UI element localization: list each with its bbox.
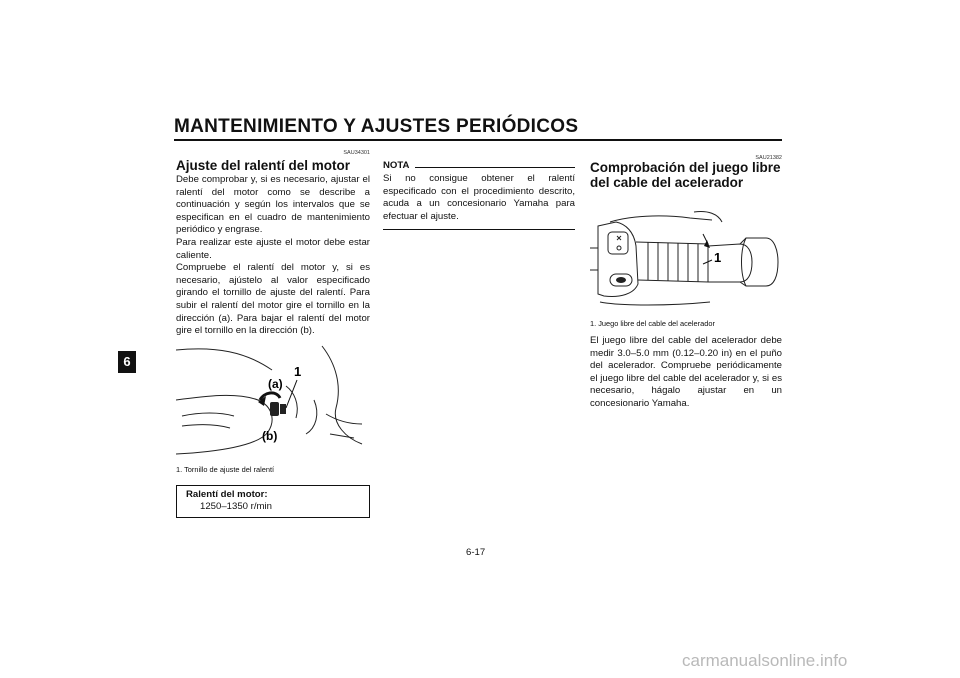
section-heading: Ajuste del ralentí del motor [176, 158, 351, 173]
idle-screw-illustration [176, 342, 370, 460]
page-title: MANTENIMIENTO Y AJUSTES PERIÓDICOS [174, 116, 579, 137]
nota-header [383, 160, 575, 171]
section-code: SAU34301 [343, 150, 370, 156]
section-heading: Comprobación del juego libre del cable del acelerador [590, 160, 781, 190]
body-paragraph: Para realizar este ajuste el motor debe estar caliente. [176, 236, 370, 261]
nota-rule [415, 167, 575, 168]
section-code: SAU21382 [755, 155, 782, 161]
body-paragraph: Debe comprobar y, si es necesario, ajustar el ralentí del motor como se describe a continuación y según los intervalos que se especifican en el cuadro de mantenimiento periódico y engrase. [176, 174, 370, 236]
body-paragraph: El juego libre del cable del acelerador debe medir 3.0–5.0 mm (0.12–0.20 in) en el puño del acelerador. Compruebe periódicamente el juego libre del cable del acelerador y, si es necesario, hágalo ajustar en un concesionario Yamaha. [590, 335, 782, 409]
page-number: 6-17 [466, 547, 486, 558]
spec-value: 1250–1350 r/min [200, 501, 273, 512]
spec-box [176, 485, 370, 518]
chapter-tab: 6 [118, 351, 136, 373]
figure-caption: 1. Juego libre del cable del acelerador [590, 319, 715, 328]
header-rule [174, 139, 782, 141]
label-b: (b) [262, 429, 278, 443]
spec-label: Ralentí del motor: [186, 489, 268, 500]
nota-text: Si no consigue obtener el ralentí especificado con el procedimiento descrito, acuda a un concesionario Yamaha para efectuar el ajuste. [383, 173, 575, 222]
nota-label: NOTA [383, 160, 410, 171]
body-paragraph: Compruebe el ralentí del motor y, si es necesario, ajústelo al valor especificado girando el tornillo de ajuste del ralentí. Para subir el ralentí del motor gire el tornillo en la dirección (a). Para bajar el ralentí del motor gire el tornillo en la dirección (b). [176, 262, 370, 337]
nota-end-rule [383, 229, 575, 230]
callout-1: 1 [714, 250, 722, 265]
throttle-grip-illustration [590, 210, 782, 308]
figure-caption: 1. Tornillo de ajuste del ralentí [176, 465, 275, 474]
section-body [176, 174, 370, 338]
callout-1: 1 [294, 364, 302, 379]
watermark: carmanualsonline.info [682, 651, 848, 670]
label-a: (a) [268, 377, 283, 391]
